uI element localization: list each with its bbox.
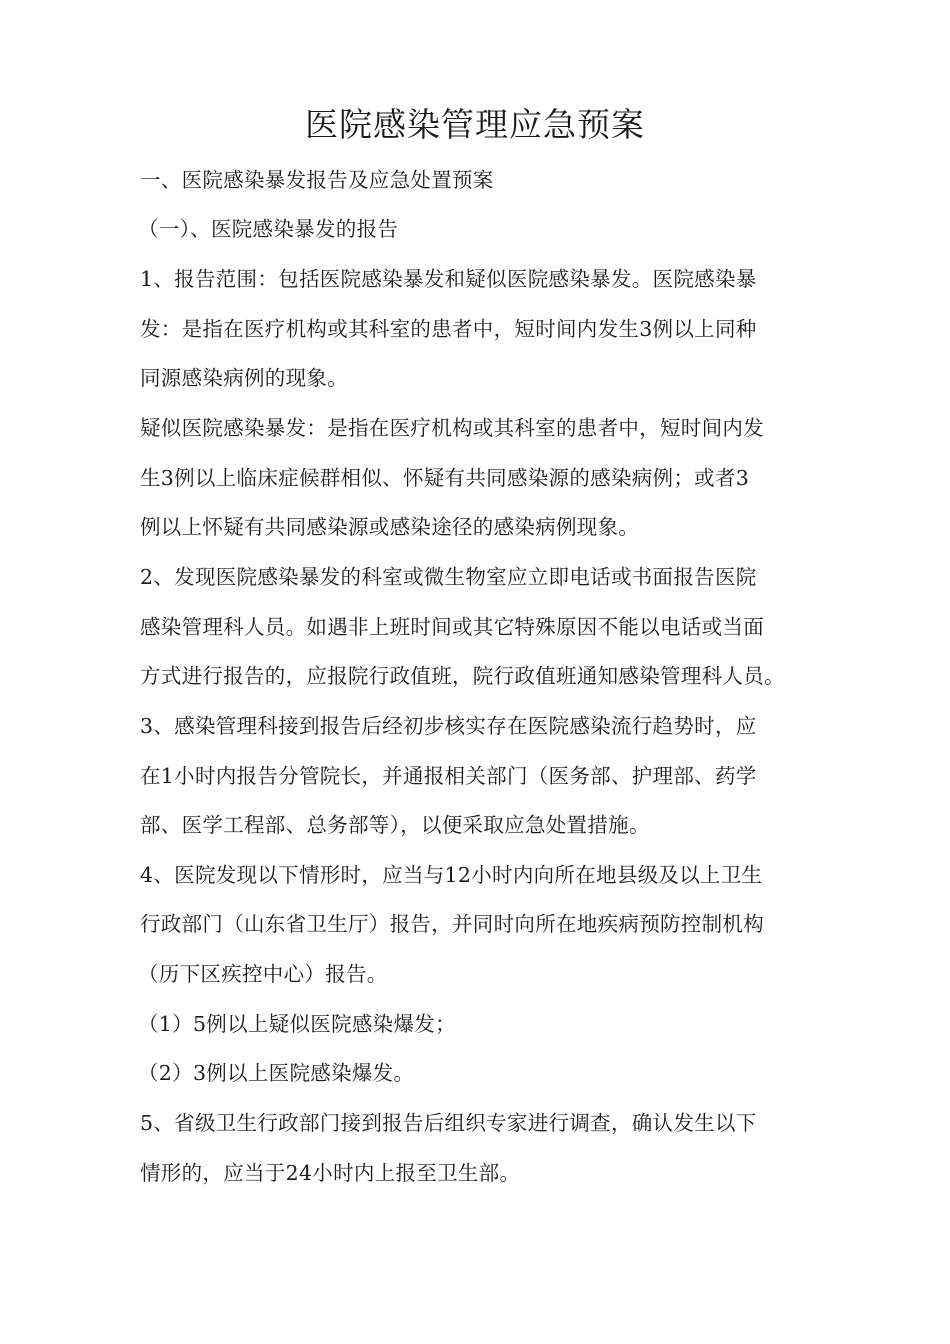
paragraph-line: 感染管理科人员。如遇非上班时间或其它特殊原因不能以电话或当面 (140, 615, 764, 639)
paragraph-line: 疑似医院感染暴发：是指在医疗机构或其科室的患者中，短时间内发 (140, 416, 764, 440)
paragraph-line: 2、发现医院感染暴发的科室或微生物室应立即电话或书面报告医院 (140, 565, 757, 589)
paragraph-line: 3、感染管理科接到报告后经初步核实存在医院感染流行趋势时，应 (140, 714, 757, 738)
document-title: 医院感染管理应急预案 (305, 105, 645, 144)
paragraph-line: 1、报告范围：包括医院感染暴发和疑似医院感染暴发。医院感染暴 (140, 267, 757, 291)
paragraph-line: 在1小时内报告分管院长，并通报相关部门（医务部、护理部、药学 (140, 764, 757, 788)
section-heading: 一、医院感染暴发报告及应急处置预案 (140, 168, 494, 192)
paragraph-line: 例以上怀疑有共同感染源或感染途径的感染病例现象。 (140, 515, 640, 539)
paragraph-line: 同源感染病例的现象。 (140, 366, 348, 390)
paragraph-line: 4、医院发现以下情形时，应当与12小时内向所在地县级及以上卫生 (140, 863, 763, 887)
paragraph-line: 行政部门（山东省卫生厅）报告，并同时向所在地疾病预防控制机构 (140, 912, 764, 936)
list-item: （1）5例以上疑似医院感染爆发； (138, 1012, 456, 1036)
list-item: （2）3例以上医院感染爆发。 (138, 1061, 415, 1085)
paragraph-line: 5、省级卫生行政部门接到报告后组织专家进行调查，确认发生以下 (140, 1111, 757, 1135)
paragraph-line: 方式进行报告的，应报院行政值班，院行政值班通知感染管理科人员。 (140, 664, 785, 688)
paragraph-line: 部、医学工程部、总务部等），以便采取应急处置措施。 (140, 813, 650, 837)
paragraph-line: 生3例以上临床症候群相似、怀疑有共同感染源的感染病例；或者3 (140, 466, 750, 490)
paragraph-line: 情形的，应当于24小时内上报至卫生部。 (140, 1161, 521, 1185)
paragraph-line: （历下区疾控中心）报告。 (138, 962, 388, 986)
subsection-heading: （一）、医院感染暴发的报告 (138, 217, 399, 241)
paragraph-line: 发：是指在医疗机构或其科室的患者中，短时间内发生3例以上同种 (140, 317, 757, 341)
